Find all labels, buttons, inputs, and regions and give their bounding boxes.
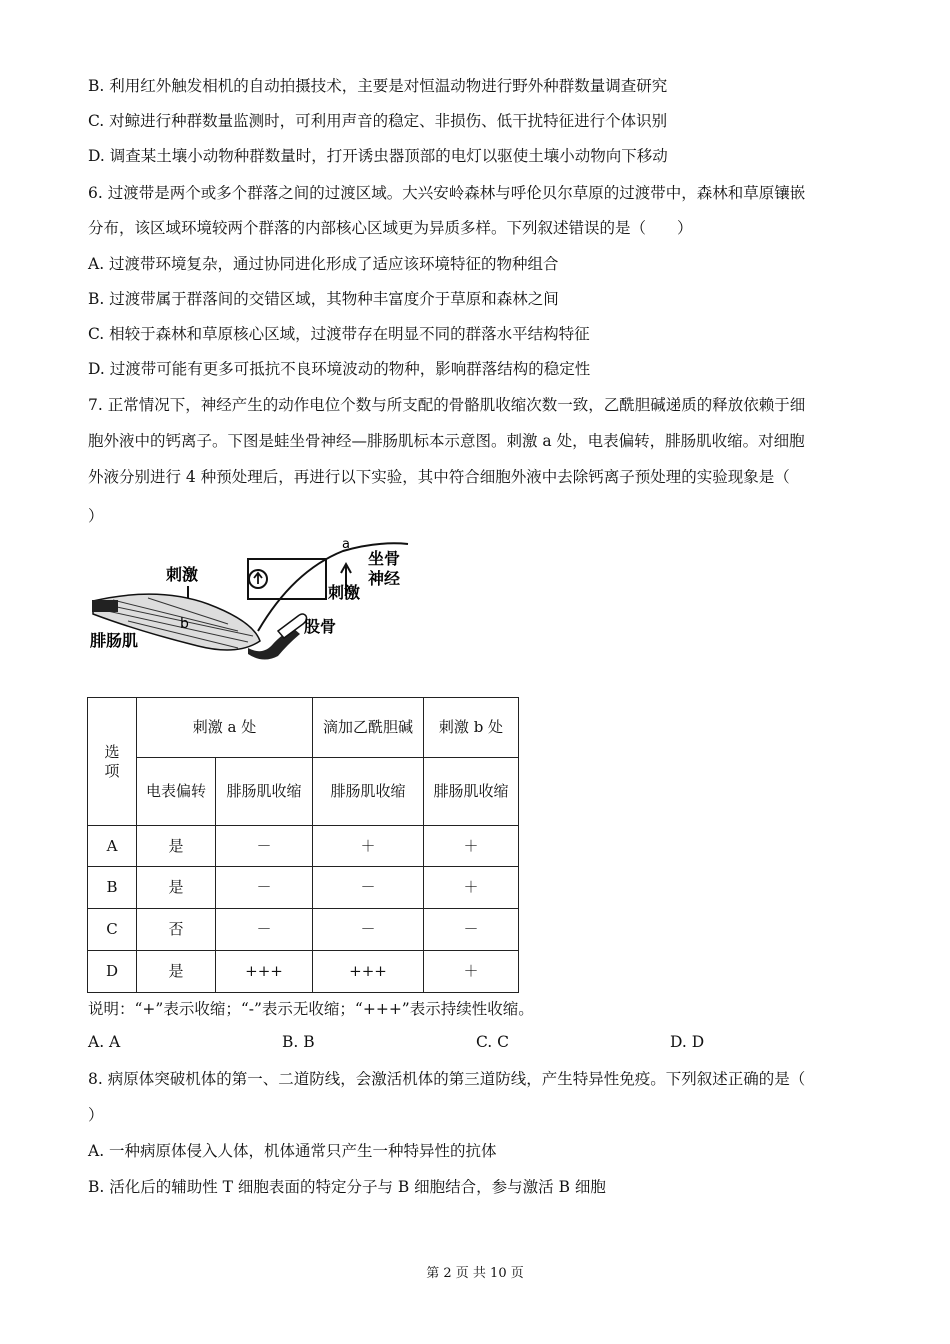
choice-b: B. B — [282, 1033, 315, 1051]
row-contract-a: － — [216, 867, 313, 909]
q6-stem-line2: 分布，该区域环境较两个群落的内部核心区域更为异质多样。下列叙述错误的是（ ） — [88, 219, 693, 237]
q8-stem-line1: 8. 病原体突破机体的第一、二道防线，会激活机体的第三道防线，产生特异性免疫。下列叙述正确的是（ — [88, 1070, 806, 1088]
q7-stem-line4: ） — [88, 507, 104, 525]
femur-label: 股骨 — [304, 617, 337, 636]
nerve-label-2: 神经 — [368, 569, 401, 588]
q8-option-a: A. 一种病原体侵入人体，机体通常只产生一种特异性的抗体 — [88, 1142, 497, 1160]
row-contract-a: － — [216, 826, 313, 867]
label-a: a — [342, 537, 350, 552]
table-note: 说明：“+”表示收缩；“-”表示无收缩；“+++”表示持续性收缩。 — [88, 1000, 534, 1018]
q5-option-d: D. 调查某土壤小动物种群数量时，打开诱虫器顶部的电灯以驱使土壤小动物向下移动 — [88, 147, 668, 165]
row-option: C — [88, 909, 137, 951]
row-option: D — [88, 951, 137, 993]
row-contract-b: ＋ — [424, 826, 519, 867]
experiment-table — [87, 697, 519, 993]
row-meter: 否 — [137, 909, 216, 951]
q6-option-d: D. 过渡带可能有更多可抵抗不良环境波动的物种，影响群落结构的稳定性 — [88, 360, 591, 378]
page-footer: 第 2 页 共 10 页 — [426, 1266, 524, 1281]
subheader-contract-b: 腓肠肌收缩 — [424, 758, 519, 826]
subheader-meter: 电表偏转 — [137, 758, 216, 826]
choice-a: A. A — [88, 1033, 121, 1051]
choice-d: D. D — [670, 1033, 705, 1051]
row-contract-b: － — [424, 909, 519, 951]
tendon — [92, 600, 118, 612]
q5-option-b: B. 利用红外触发相机的自动拍摄技术，主要是对恒温动物进行野外种群数量调查研究 — [88, 77, 668, 95]
q6-option-c: C. 相较于森林和草原核心区域，过渡带存在明显不同的群落水平结构特征 — [88, 325, 590, 343]
q8-stem-line2: ） — [88, 1106, 104, 1124]
row-option: B — [88, 867, 137, 909]
table-row — [88, 951, 519, 993]
q6-option-a: A. 过渡带环境复杂，通过协同进化形成了适应该环境特征的物种组合 — [88, 255, 559, 273]
row-contract-b: ＋ — [424, 867, 519, 909]
q6-stem-line1: 6. 过渡带是两个或多个群落之间的过渡区域。大兴安岭森林与呼伦贝尔草原的过渡带中，森林和草原镶嵌 — [88, 184, 806, 202]
row-meter: 是 — [137, 951, 216, 993]
row-contract-ach: ＋ — [313, 826, 424, 867]
row-contract-ach: － — [313, 909, 424, 951]
q7-stem-line3: 外液分别进行 4 种预处理后，再进行以下实验，其中符合细胞外液中去除钙离子预处理的实验现象是（ — [88, 468, 790, 486]
header-stim-b: 刺激 b 处 — [424, 698, 519, 758]
row-contract-b: ＋ — [424, 951, 519, 993]
label-b: b — [180, 616, 189, 632]
q7-stem-line1: 7. 正常情况下，神经产生的动作电位个数与所支配的骨骼肌收缩次数一致，乙酰胆碱递质的释放依赖于细 — [88, 396, 806, 414]
q6-option-b: B. 过渡带属于群落间的交错区域，其物种丰富度介于草原和森林之间 — [88, 290, 559, 308]
stimulus-label-right: 刺激 — [328, 583, 361, 602]
header-stim-a: 刺激 a 处 — [137, 698, 313, 758]
subheader-contract-ach: 腓肠肌收缩 — [313, 758, 424, 826]
row-contract-a: － — [216, 909, 313, 951]
nerve-muscle-diagram — [88, 536, 428, 666]
choice-c: C. C — [476, 1033, 510, 1051]
header-option: 选项 — [88, 698, 137, 826]
row-meter: 是 — [137, 867, 216, 909]
subheader-contract-a: 腓肠肌收缩 — [216, 758, 313, 826]
row-meter: 是 — [137, 826, 216, 867]
q8-option-b: B. 活化后的辅助性 T 细胞表面的特定分子与 B 细胞结合，参与激活 B 细胞 — [88, 1178, 606, 1196]
q5-option-c: C. 对鲸进行种群数量监测时，可利用声音的稳定、非损伤、低干扰特征进行个体识别 — [88, 112, 668, 130]
table-row — [88, 867, 519, 909]
row-contract-ach: +++ — [313, 951, 424, 993]
table-row — [88, 909, 519, 951]
muscle-label: 腓肠肌 — [90, 631, 139, 650]
stimulus-label-left: 刺激 — [166, 565, 199, 584]
nerve-label-1: 坐骨 — [368, 549, 401, 568]
row-contract-ach: － — [313, 867, 424, 909]
row-option: A — [88, 826, 137, 867]
row-contract-a: +++ — [216, 951, 313, 993]
q7-stem-line2: 胞外液中的钙离子。下图是蛙坐骨神经—腓肠肌标本示意图。刺激 a 处，电表偏转，腓肠肌收缩。对细胞 — [88, 432, 805, 450]
q7-choices — [88, 1033, 788, 1055]
header-ach: 滴加乙酰胆碱 — [313, 698, 424, 758]
table-row — [88, 826, 519, 867]
